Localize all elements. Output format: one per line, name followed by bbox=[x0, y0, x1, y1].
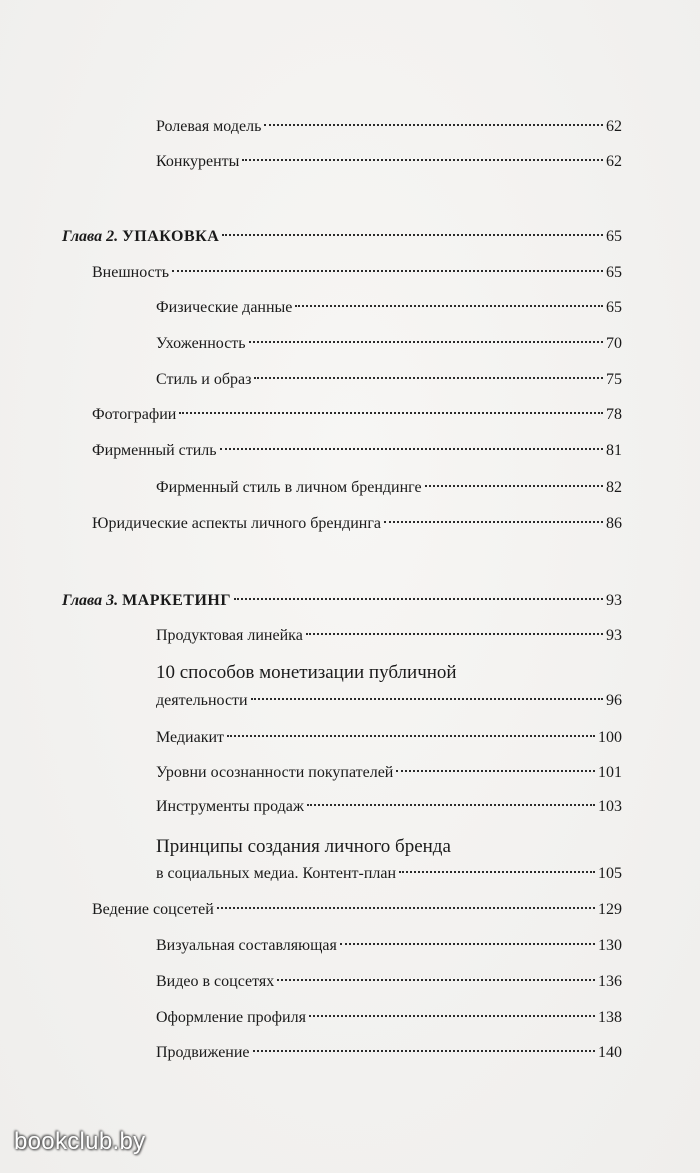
toc-entry-page: 86 bbox=[606, 515, 622, 532]
toc-entry bbox=[156, 798, 622, 816]
toc-entry bbox=[156, 153, 622, 171]
leader-dots bbox=[307, 804, 595, 806]
chapter-label: Глава 3. bbox=[62, 592, 119, 609]
chapter-title: МАРКЕТИНГ bbox=[122, 592, 232, 609]
leader-dots bbox=[179, 412, 603, 414]
leader-dots bbox=[251, 698, 603, 700]
toc-entry-title: деятельности bbox=[156, 692, 248, 709]
leader-dots bbox=[253, 1050, 595, 1052]
toc-entry-title: Медиакит bbox=[156, 729, 225, 746]
toc-entry bbox=[156, 627, 622, 645]
leader-dots bbox=[227, 735, 595, 737]
leader-dots bbox=[220, 448, 603, 450]
toc-entry bbox=[156, 479, 622, 497]
toc-entry bbox=[92, 515, 622, 533]
toc-entry-page: 62 bbox=[606, 153, 622, 170]
toc-entry-title-line1: 10 способов монетизации публичной bbox=[156, 662, 457, 683]
toc-entry-title: Внешность bbox=[92, 264, 170, 281]
toc-entry-page: 65 bbox=[606, 299, 622, 316]
toc-entry bbox=[92, 442, 622, 460]
leader-dots bbox=[242, 159, 603, 161]
toc-entry-page: 96 bbox=[606, 692, 622, 709]
toc-entry-page: 105 bbox=[598, 865, 622, 882]
chapter-label: Глава 2. bbox=[62, 228, 119, 245]
toc-chapter-entry bbox=[62, 228, 622, 246]
leader-dots bbox=[249, 341, 603, 343]
toc-entry-title: Стиль и образ bbox=[156, 371, 252, 388]
leader-dots bbox=[306, 633, 603, 635]
toc-entry-title: Продвижение bbox=[156, 1044, 250, 1061]
toc-entry-title: Видео в соцсетях bbox=[156, 973, 275, 990]
toc-entry bbox=[156, 692, 622, 710]
chapter-title: УПАКОВКА bbox=[122, 228, 220, 245]
toc-entry-title: Фирменный стиль bbox=[92, 442, 217, 459]
toc-entry bbox=[156, 973, 622, 991]
leader-dots bbox=[172, 270, 603, 272]
toc-entry-page: 78 bbox=[606, 406, 622, 423]
toc-entry-title: Физические данные bbox=[156, 299, 293, 316]
leader-dots bbox=[295, 305, 603, 307]
toc-entry-page: 100 bbox=[598, 729, 622, 746]
leader-dots bbox=[340, 943, 595, 945]
toc-entry-title: Уровни осознанности покупателей bbox=[156, 764, 394, 781]
toc-entry-page: 140 bbox=[598, 1044, 622, 1061]
toc-entry-title-line1: Принципы создания личного бренда bbox=[156, 836, 451, 857]
toc-entry bbox=[92, 901, 622, 919]
toc-entry-page: 65 bbox=[606, 228, 622, 245]
toc-chapter-entry bbox=[62, 592, 622, 610]
toc-entry-title: Инструменты продаж bbox=[156, 798, 304, 815]
toc-entry-page: 130 bbox=[598, 937, 622, 954]
leader-dots bbox=[264, 124, 603, 126]
toc-entry bbox=[92, 406, 622, 424]
leader-dots bbox=[425, 485, 603, 487]
leader-dots bbox=[309, 1015, 595, 1017]
leader-dots bbox=[396, 770, 595, 772]
toc-entry-title: Фирменный стиль в личном брендинге bbox=[156, 479, 422, 496]
toc-entry-title: Юридические аспекты личного брендинга bbox=[92, 515, 382, 532]
toc-entry-title: Ухоженность bbox=[156, 335, 246, 352]
toc-entry bbox=[156, 729, 622, 747]
toc-entry-title: Визуальная составляющая bbox=[156, 937, 337, 954]
leader-dots bbox=[217, 907, 595, 909]
toc-entry-title: Оформление профиля bbox=[156, 1009, 306, 1026]
toc-entry bbox=[156, 764, 622, 782]
toc-entry bbox=[156, 865, 622, 883]
leader-dots bbox=[234, 598, 603, 600]
leader-dots bbox=[277, 979, 595, 981]
toc-entry-page: 136 bbox=[598, 973, 622, 990]
toc-entry bbox=[156, 1044, 622, 1062]
toc-entry-page: 101 bbox=[598, 764, 622, 781]
toc-entry bbox=[156, 937, 622, 955]
toc-entry-page: 65 bbox=[606, 264, 622, 281]
toc-entry-page: 93 bbox=[606, 627, 622, 644]
toc-entry bbox=[156, 335, 622, 353]
leader-dots bbox=[222, 234, 603, 236]
toc-entry-page: 81 bbox=[606, 442, 622, 459]
toc-entry-title: Продуктовая линейка bbox=[156, 627, 303, 644]
toc-entry-title: Ролевая модель bbox=[156, 118, 262, 135]
toc-entry bbox=[92, 264, 622, 282]
toc-entry bbox=[156, 118, 622, 136]
toc-entry-page: 93 bbox=[606, 592, 622, 609]
toc-entry bbox=[156, 1009, 622, 1027]
toc-entry-page: 70 bbox=[606, 335, 622, 352]
toc-entry-page: 129 bbox=[598, 901, 622, 918]
toc-entry-page: 138 bbox=[598, 1009, 622, 1026]
toc-entry-page: 62 bbox=[606, 118, 622, 135]
toc-entry-title: в социальных медиа. Контент-план bbox=[156, 865, 397, 882]
toc-entry bbox=[156, 299, 622, 317]
toc-entry bbox=[156, 371, 622, 389]
leader-dots bbox=[254, 377, 603, 379]
toc-entry-page: 75 bbox=[606, 371, 622, 388]
toc-entry-page: 103 bbox=[598, 798, 622, 815]
leader-dots bbox=[399, 871, 595, 873]
toc-entry-title: Конкуренты bbox=[156, 153, 240, 170]
toc-entry-page: 82 bbox=[606, 479, 622, 496]
site-watermark: bookclub.by bbox=[14, 1128, 146, 1155]
toc-entry-title: Ведение соцсетей bbox=[92, 901, 214, 918]
toc-entry-title: Фотографии bbox=[92, 406, 177, 423]
leader-dots bbox=[384, 521, 603, 523]
